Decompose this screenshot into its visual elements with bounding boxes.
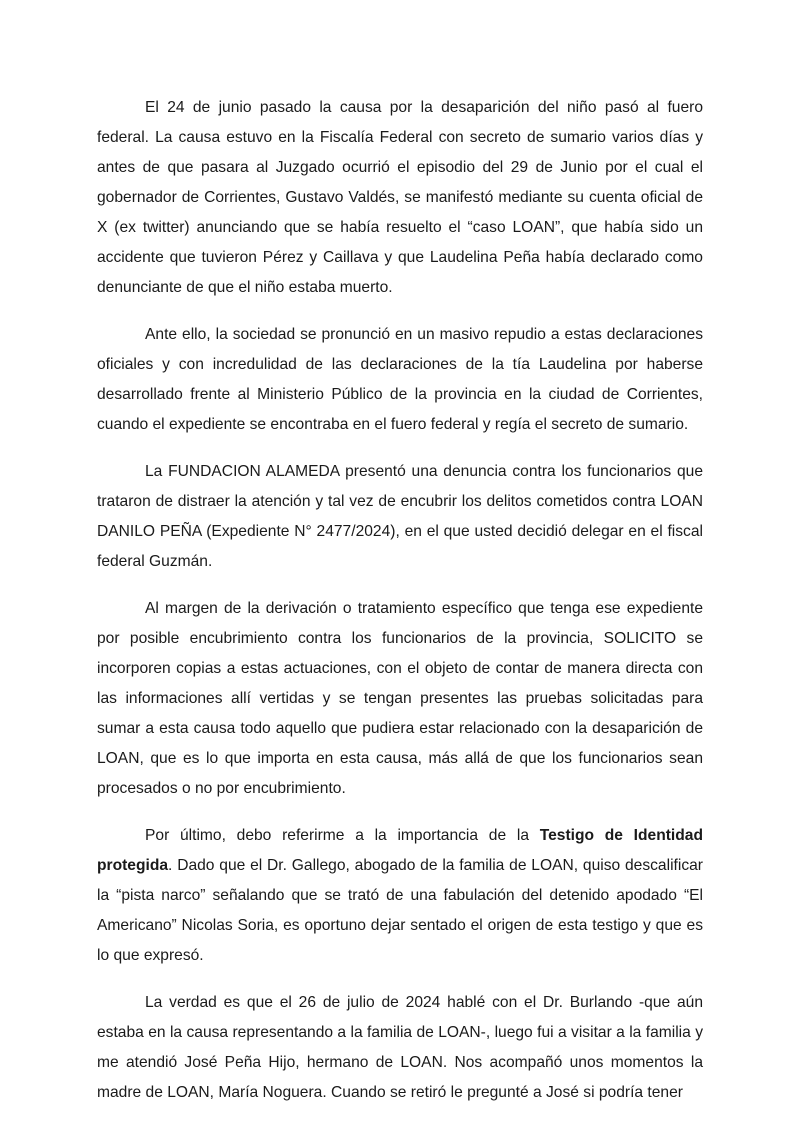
protected-witness-bold-term: Testigo de Identidad protegida <box>97 827 703 874</box>
paragraph-fundacion-alameda-complaint: La FUNDACION ALAMEDA presentó una denuncia contra los funcionarios que trataron de distraer la atención y tal vez de encubrir los delitos cometidos contra LOAN DANILO PEÑA (Expediente N° 2477/2024), en el que usted decidió delegar en el fiscal federal Guzmán. <box>97 463 703 570</box>
protected-witness-rest: . Dado que el Dr. Gallego, abogado de la familia de LOAN, quiso descalificar la “pista narco” señalando que se trató de una fabulación del detenido apodado “El Americano” Nicolas Soria, es oportuno dejar sentado el origen de esta testigo y que es lo que expresó. <box>97 857 703 964</box>
protected-witness-intro: Por último, debo referirme a la importancia de la <box>145 827 540 844</box>
document-page <box>97 93 703 1125</box>
paragraph-family-visit: La verdad es que el 26 de julio de 2024 hablé con el Dr. Burlando -que aún estaba en la causa representando a la familia de LOAN-, luego fui a visitar a la familia y me atendió José Peña Hijo, hermano de LOAN. Nos acompañó unos momentos la madre de LOAN, María Noguera. Cuando se retiró le pregunté a José si podría tener <box>97 994 703 1101</box>
paragraph-federal-jurisdiction: El 24 de junio pasado la causa por la desaparición del niño pasó al fuero federal. La causa estuvo en la Fiscalía Federal con secreto de sumario varios días y antes de que pasara al Juzgado ocurrió el episodio del 29 de Junio por el cual el gobernador de Corrientes, Gustavo Valdés, se manifestó mediante su cuenta oficial de X (ex twitter) anunciando que se había resuelto el “caso LOAN”, que había sido un accidente que tuvieron Pérez y Caillava y que Laudelina Peña había declarado como denunciante de que el niño estaba muerto. <box>97 99 703 296</box>
paragraph-solicitation: Al margen de la derivación o tratamiento específico que tenga ese expediente por posible encubrimiento contra los funcionarios de la provincia, SOLICITO se incorporen copias a estas actuaciones, con el objeto de contar de manera directa con las informaciones allí vertidas y se tengan presentes las pruebas solicitadas para sumar a esta causa todo aquello que pudiera estar relacionado con la desaparición de LOAN, que es lo que importa en esta causa, más allá de que los funcionarios sean procesados o no por encubrimiento. <box>97 600 703 797</box>
paragraph-public-repudiation: Ante ello, la sociedad se pronunció en un masivo repudio a estas declaraciones oficiales y con incredulidad de las declaraciones de la tía Laudelina por haberse desarrollado frente al Ministerio Público de la provincia en la ciudad de Corrientes, cuando el expediente se encontraba en el fuero federal y regía el secreto de sumario. <box>97 326 703 433</box>
paragraph-protected-witness <box>97 821 703 971</box>
